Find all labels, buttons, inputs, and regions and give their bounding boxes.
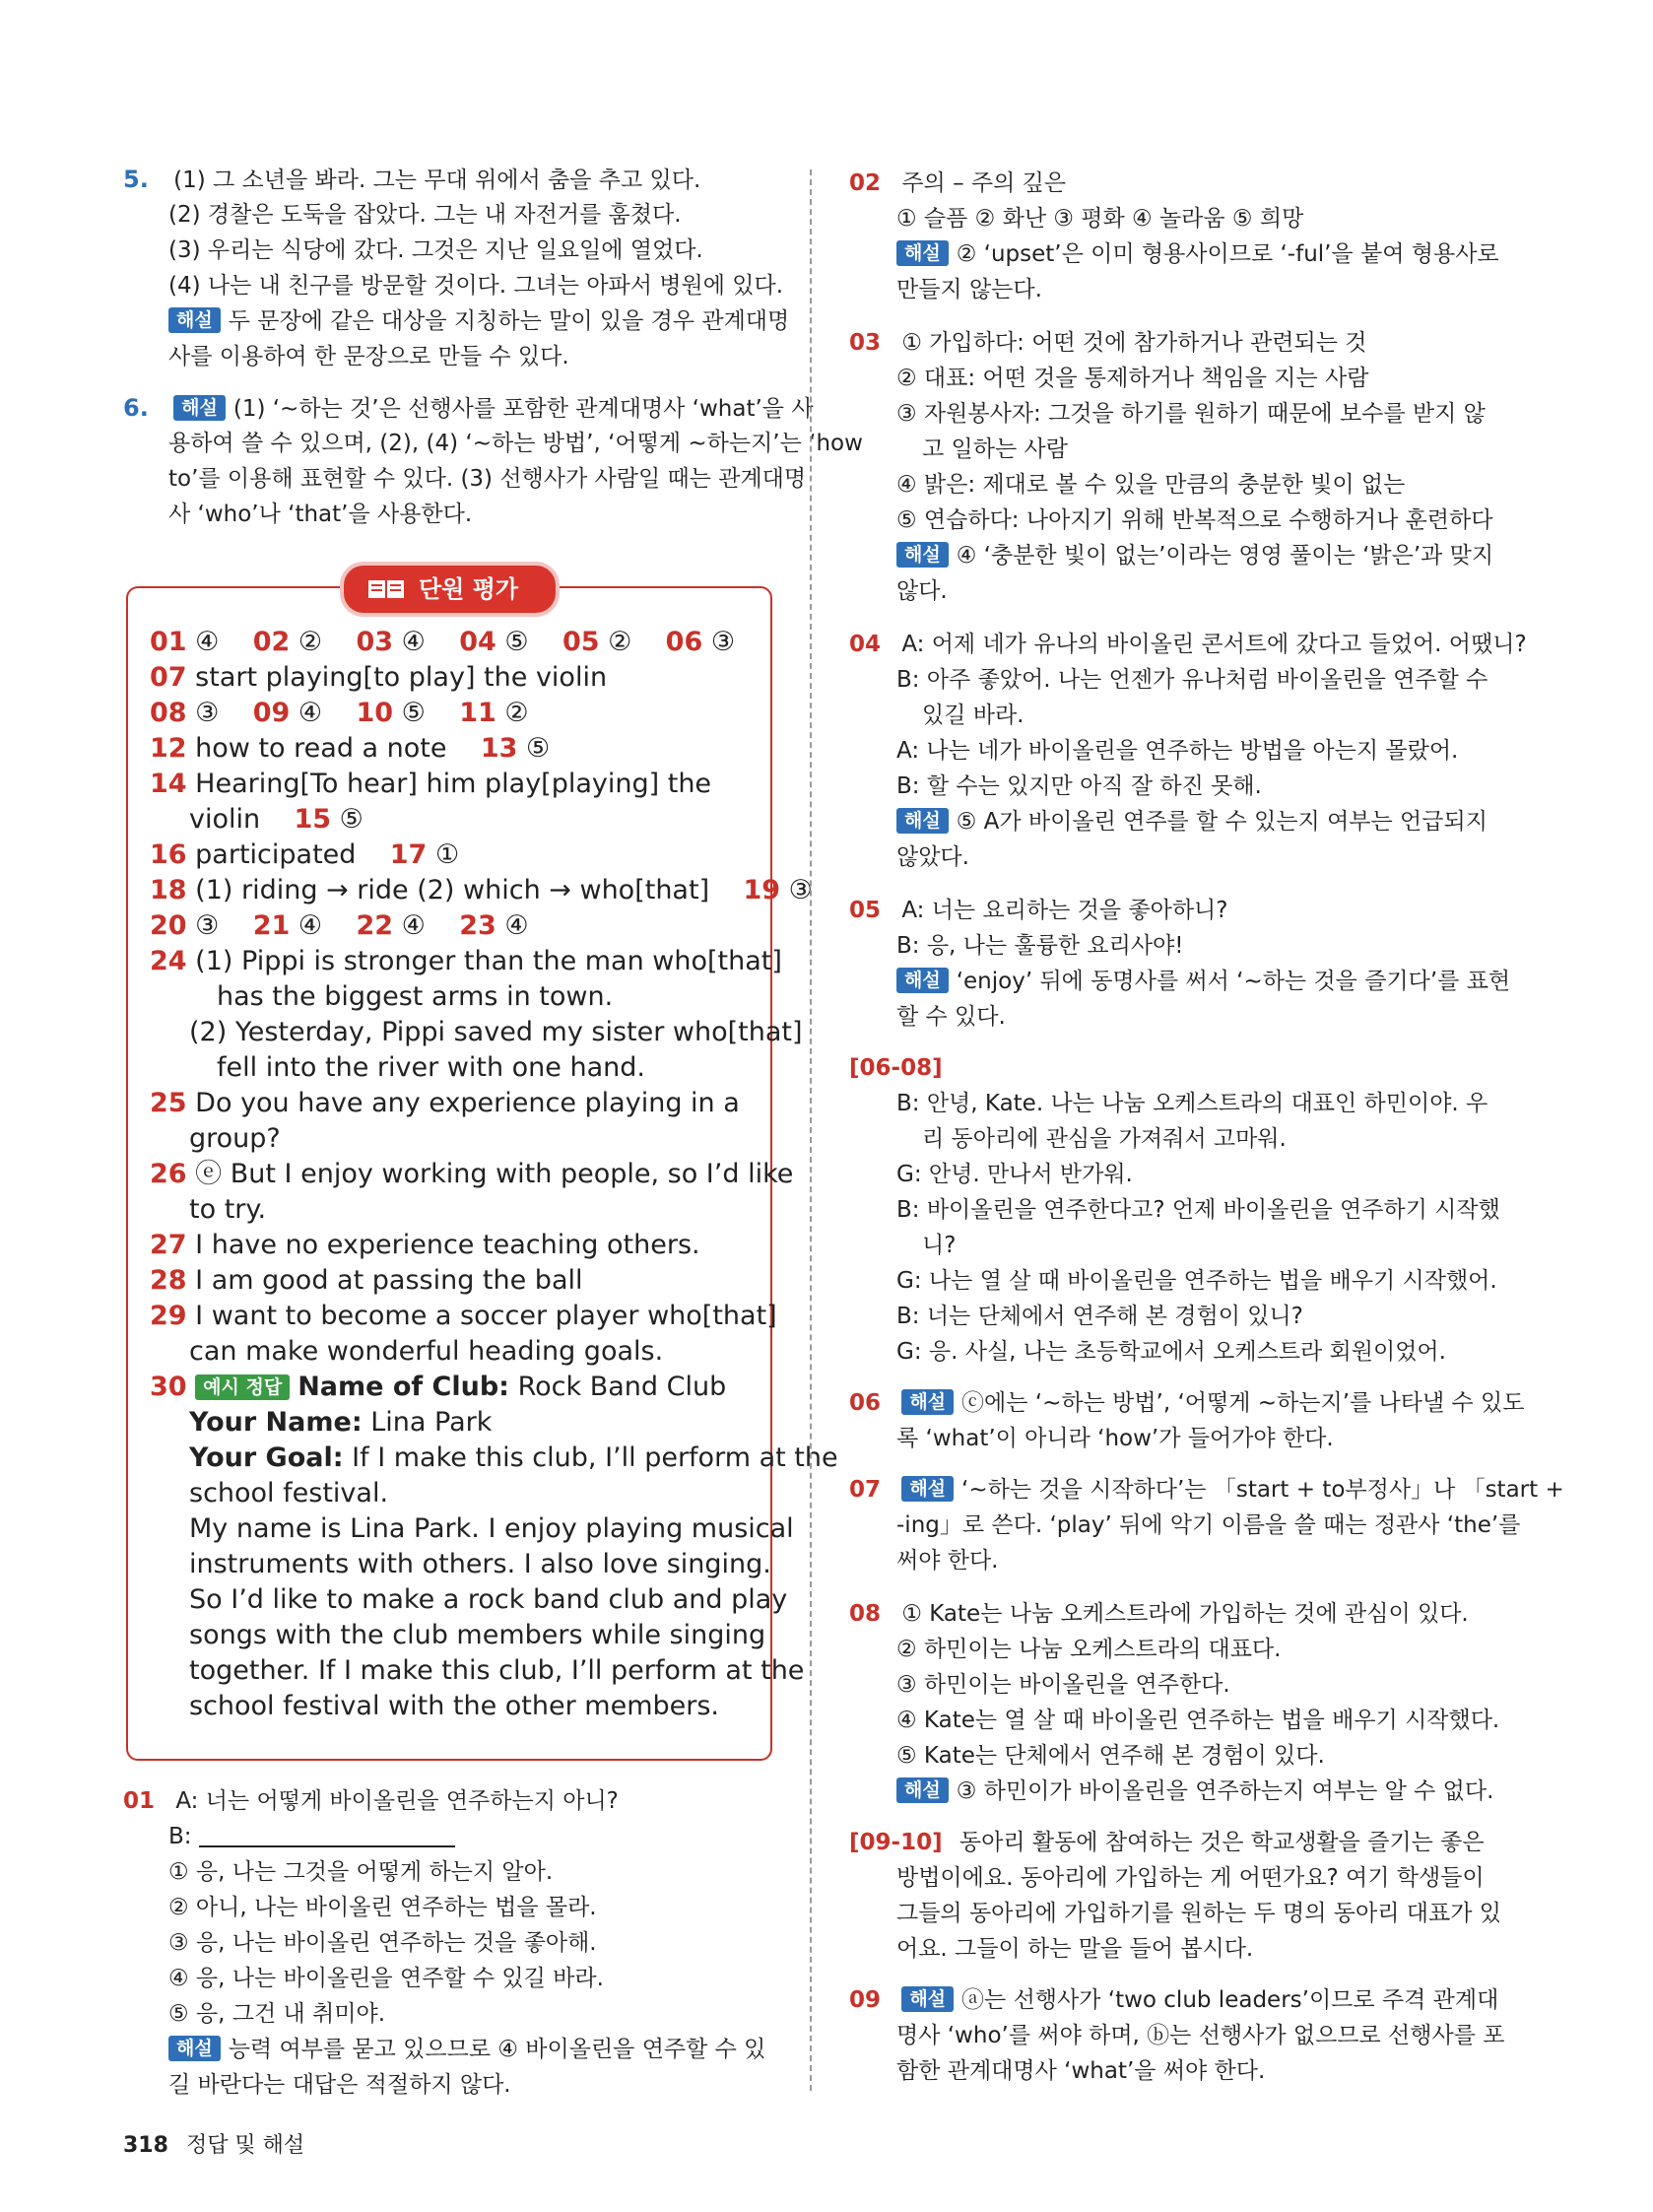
explanation-badge: 해설: [896, 968, 949, 993]
p04-line-3: 있길 바라.: [922, 703, 1025, 728]
s0910-line-4: 어요. 그들이 하는 말을 들어 봅시다.: [896, 1936, 1254, 1962]
p03-line-3: ③ 자원봉사자: 그것을 하기를 원하기 때문에 보수를 받지 않: [896, 401, 1486, 427]
p01-option-4: ④ 응, 나는 바이올린을 연주할 수 있길 바라.: [168, 1966, 604, 1991]
explanation-badge: 해설: [896, 808, 949, 834]
p07-number: 07: [849, 1477, 882, 1503]
answer-30-body-1: My name is Lina Park. I enjoy playing musical: [189, 1513, 794, 1544]
q6-line-3: to’를 이용해 표현할 수 있다. (3) 선행사가 사람일 때는 관계대명: [168, 466, 807, 492]
p08-line-4: ④ Kate는 열 살 때 바이올린 연주하는 법을 배우기 시작했다.: [896, 1708, 1500, 1733]
p04-line-5: B: 할 수는 있지만 아직 잘 하진 못해.: [896, 773, 1262, 799]
q5-explanation-1: 해설 두 문장에 같은 대상을 지칭하는 말이 있을 경우 관계대명: [168, 303, 789, 339]
answer-30-goal: Your Goal: If I make this club, I’ll perform at the: [189, 1442, 838, 1473]
answer-30-name: Your Name: Lina Park: [189, 1407, 493, 1438]
answer-28: 28 I am good at passing the ball: [150, 1265, 583, 1296]
p09-line-3: 함한 관계대명사 ‘what’을 써야 한다.: [896, 2058, 1266, 2084]
p08-line-1: 08 ① Kate는 나눔 오케스트라에 가입하는 것에 관심이 있다.: [849, 1601, 1469, 1627]
page-number: 318: [123, 2133, 168, 2158]
answer-30-body-5: together. If I make this club, I’ll perform at the: [189, 1655, 805, 1686]
p03-line-5: ④ 밝은: 제대로 볼 수 있을 만큼의 충분한 빛이 없는: [896, 472, 1406, 498]
q5-line-2: (2) 경찰은 도둑을 잡았다. 그는 내 자전거를 훔쳤다.: [168, 202, 682, 228]
p04-line-1: 04 A: 어제 네가 유나의 바이올린 콘서트에 갔다고 들었어. 어땠니?: [849, 632, 1527, 657]
p08-line-2: ② 하민이는 나눔 오케스트라의 대표다.: [896, 1637, 1282, 1662]
answer-30-goal-2: school festival.: [189, 1478, 389, 1508]
answer-row-01-06: 01 ④ 02 ② 03 ④ 04 ⑤ 05 ② 06 ③: [150, 627, 736, 657]
p02-number: 02: [849, 170, 882, 196]
answer-12-13: 12 how to read a note 13 ⑤: [150, 733, 551, 764]
s0608-line-6: G: 나는 열 살 때 바이올린을 연주하는 법을 배우기 시작했어.: [896, 1268, 1497, 1294]
p03-line-4: 고 일하는 사람: [922, 436, 1068, 462]
explanation-badge: 해설: [168, 2036, 221, 2061]
answer-row-20-23: 20 ③ 21 ④ 22 ④ 23 ④: [150, 910, 529, 941]
q6-number: 6.: [123, 394, 149, 422]
p03-line-6: ⑤ 연습하다: 나아지기 위해 반복적으로 수행하거나 훈련하다: [896, 507, 1493, 533]
p05-explanation-1: 해설 ‘enjoy’ 뒤에 동명사를 써서 ‘~하는 것을 즐기다’를 표현: [896, 964, 1510, 999]
p01-option-2: ② 아니, 나는 바이올린 연주하는 법을 몰라.: [168, 1895, 597, 1920]
p08-explanation: 해설 ③ 하민이가 바이올린을 연주하는지 여부는 알 수 없다.: [896, 1774, 1493, 1809]
explanation-badge: 해설: [173, 395, 226, 421]
p02-options: ① 슬픔 ② 화난 ③ 평화 ④ 놀라움 ⑤ 희망: [896, 206, 1304, 232]
sample-answer-badge: 예시 정답: [195, 1374, 290, 1400]
answer-24-1: 24 (1) Pippi is stronger than the man who[that]: [150, 946, 782, 976]
p06-line-2: 록 ‘what’이 아니라 ‘how’가 들어가야 한다.: [896, 1426, 1334, 1451]
p08-number: 08: [849, 1601, 882, 1627]
answer-24-2: has the biggest arms in town.: [217, 981, 614, 1012]
unit-eval-title: 단원 평가: [419, 575, 519, 603]
p04-line-2: B: 아주 좋았어. 나는 언젠가 유나처럼 바이올린을 연주할 수: [896, 667, 1488, 693]
p05-line-2: B: 응, 나는 훌륭한 요리사야!: [896, 933, 1184, 959]
p03-explanation-2: 않다.: [896, 578, 948, 604]
answer-24-3: (2) Yesterday, Pippi saved my sister who[that]: [189, 1017, 803, 1047]
explanation-badge: 해설: [901, 1986, 954, 2012]
p03-line-2: ② 대표: 어떤 것을 통제하거나 책임을 지는 사람: [896, 366, 1369, 391]
footer-text: 정답 및 해설: [185, 2133, 305, 2158]
p08-line-3: ③ 하민이는 바이올린을 연주한다.: [896, 1672, 1230, 1698]
answer-16-17: 16 participated 17 ①: [150, 839, 460, 870]
p03-number: 03: [849, 330, 882, 356]
s0608-line-8: G: 응. 사실, 나는 초등학교에서 오케스트라 회원이었어.: [896, 1339, 1446, 1365]
p07-line-1: 07 해설 ‘~하는 것을 시작하다’는 「start + to부정사」나 「start +: [849, 1477, 1564, 1503]
explanation-badge: 해설: [901, 1389, 954, 1415]
answer-blank: [199, 1826, 455, 1847]
p07-line-2: -ing」로 쓴다. ‘play’ 뒤에 악기 이름을 쓸 때는 정관사 ‘the’를: [896, 1512, 1521, 1538]
q6-line-1: 6. 해설 (1) ‘~하는 것’은 선행사를 포함한 관계대명사 ‘what’을 사: [123, 394, 814, 422]
answer-30: 30 예시 정답 Name of Club: Rock Band Club: [150, 1372, 727, 1402]
book-icon: [367, 578, 405, 600]
answer-18-19: 18 (1) riding → ride (2) which → who[that] 19 ③: [150, 875, 813, 905]
q6-line-4: 사 ‘who’나 ‘that’을 사용한다.: [168, 502, 473, 527]
s0608-line-4: B: 바이올린을 연주한다고? 언제 바이올린을 연주하기 시작했: [896, 1197, 1500, 1223]
explanation-badge: 해설: [168, 307, 221, 333]
answer-14: 14 Hearing[To hear] him play[playing] the: [150, 769, 712, 799]
p02-explanation-2: 만들지 않는다.: [896, 277, 1042, 302]
p05-explanation-2: 할 수 있다.: [896, 1004, 1006, 1030]
explanation-badge: 해설: [896, 240, 949, 266]
column-divider: [810, 169, 812, 2091]
p01-explanation-2: 길 바란다는 대답은 적절하지 않다.: [168, 2072, 511, 2098]
answer-26-2: to try.: [189, 1194, 267, 1225]
s0910-line-2: 방법이에요. 동아리에 가입하는 게 어떤가요? 여기 학생들이: [896, 1865, 1485, 1891]
answer-14-15: violin 15 ⑤: [189, 804, 364, 835]
s0608-line-1: B: 안녕, Kate. 나는 나눔 오케스트라의 대표인 하민이야. 우: [896, 1091, 1488, 1116]
q5-line-3: (3) 우리는 식당에 갔다. 그것은 지난 일요일에 열었다.: [168, 237, 703, 263]
p06-number: 06: [849, 1390, 882, 1416]
q5-line-4: (4) 나는 내 친구를 방문할 것이다. 그녀는 아파서 병원에 있다.: [168, 273, 784, 299]
answer-27: 27 I have no experience teaching others.: [150, 1230, 700, 1260]
p04-explanation-1: 해설 ⑤ A가 바이올린 연주를 할 수 있는지 여부는 언급되지: [896, 804, 1488, 839]
p04-number: 04: [849, 632, 882, 657]
p01-number: 01: [123, 1788, 156, 1814]
s0910-line-3: 그들의 동아리에 가입하기를 원하는 두 명의 동아리 대표가 있: [896, 1901, 1501, 1926]
answer-25: 25 Do you have any experience playing in a: [150, 1088, 740, 1118]
answer-24-4: fell into the river with one hand.: [217, 1052, 645, 1083]
answer-30-body-2: instruments with others. I also love singing.: [189, 1549, 771, 1579]
p09-number: 09: [849, 1987, 882, 2013]
q5-number: 5.: [123, 166, 149, 193]
p09-line-2: 명사 ‘who’를 써야 하며, ⓑ는 선행사가 없으므로 선행사를 포: [896, 2023, 1505, 2048]
p03-explanation-1: 해설 ④ ‘충분한 빛이 없는’이라는 영영 풀이는 ‘밝은’과 맞지: [896, 538, 1493, 573]
unit-eval-title-pill: [340, 562, 560, 617]
answer-25-2: group?: [189, 1123, 281, 1154]
p07-line-3: 써야 한다.: [896, 1548, 999, 1574]
answer-29-2: can make wonderful heading goals.: [189, 1336, 664, 1367]
p01-line-a: 01 A: 너는 어떻게 바이올린을 연주하는지 아니?: [123, 1788, 619, 1814]
p01-explanation-1: 해설 능력 여부를 묻고 있으므로 ④ 바이올린을 연주할 수 있: [168, 2032, 765, 2067]
section-09-10-line-1: [09-10] 동아리 활동에 참여하는 것은 학교생활을 즐기는 좋은: [849, 1830, 1485, 1855]
p02-explanation-1: 해설 ② ‘upset’은 이미 형용사이므로 ‘-ful’을 붙여 형용사로: [896, 236, 1499, 272]
p01-option-1: ① 응, 나는 그것을 어떻게 하는지 알아.: [168, 1859, 554, 1885]
p02-line: 02 주의 – 주의 깊은: [849, 170, 1067, 196]
q5-explanation-2: 사를 이용하여 한 문장으로 만들 수 있다.: [168, 344, 569, 369]
page-footer: [123, 2128, 304, 2159]
explanation-badge: 해설: [896, 1777, 949, 1803]
q5-line-1: 5. (1) 그 소년을 봐라. 그는 무대 위에서 춤을 추고 있다.: [123, 166, 701, 193]
p01-option-3: ③ 응, 나는 바이올린 연주하는 것을 좋아해.: [168, 1930, 597, 1956]
explanation-badge: 해설: [896, 542, 949, 568]
p04-explanation-2: 않았다.: [896, 844, 969, 870]
explanation-badge: 해설: [901, 1476, 954, 1502]
s0608-line-2: 리 동아리에 관심을 가져줘서 고마워.: [922, 1126, 1287, 1152]
p06-line-1: 06 해설 ⓒ에는 ‘~하는 방법’, ‘어떻게 ~하는지’를 나타낼 수 있도: [849, 1390, 1525, 1416]
answer-row-08-11: 08 ③ 09 ④ 10 ⑤ 11 ②: [150, 698, 529, 728]
p01-line-b: B:: [168, 1819, 455, 1854]
p05-line-1: 05 A: 너는 요리하는 것을 좋아하니?: [849, 898, 1228, 923]
p01-option-5: ⑤ 응, 그건 내 취미야.: [168, 2001, 386, 2027]
s0608-line-5: 니?: [922, 1233, 957, 1258]
p09-line-1: 09 해설 ⓐ는 선행사가 ‘two club leaders’이므로 주격 관계대: [849, 1987, 1499, 2013]
p03-line-1: 03 ① 가입하다: 어떤 것에 참가하거나 관련되는 것: [849, 330, 1367, 356]
p08-line-5: ⑤ Kate는 단체에서 연주해 본 경험이 있다.: [896, 1743, 1325, 1769]
answer-30-body-3: So I’d like to make a rock band club and play: [189, 1584, 788, 1615]
s0608-line-3: G: 안녕. 만나서 반가워.: [896, 1162, 1133, 1187]
answer-30-body-4: songs with the club members while singing: [189, 1620, 766, 1650]
answer-26: 26 ⓔ But I enjoy working with people, so I’d like: [150, 1159, 794, 1189]
s0608-line-7: B: 너는 단체에서 연주해 본 경험이 있니?: [896, 1304, 1303, 1329]
p04-line-4: A: 나는 네가 바이올린을 연주하는 방법을 아는지 몰랐어.: [896, 738, 1459, 764]
section-09-10-title: [09-10]: [849, 1830, 943, 1855]
answer-07: 07 start playing[to play] the violin: [150, 662, 608, 693]
section-06-08-title: [06-08]: [849, 1055, 943, 1081]
q6-line-2: 용하여 쓸 수 있으며, (2), (4) ‘~하는 방법’, ‘어떻게 ~하는지’는 ‘how: [168, 431, 863, 456]
answer-29: 29 I want to become a soccer player who[that]: [150, 1301, 777, 1331]
p05-number: 05: [849, 898, 882, 923]
answer-30-body-6: school festival with the other members.: [189, 1691, 720, 1721]
